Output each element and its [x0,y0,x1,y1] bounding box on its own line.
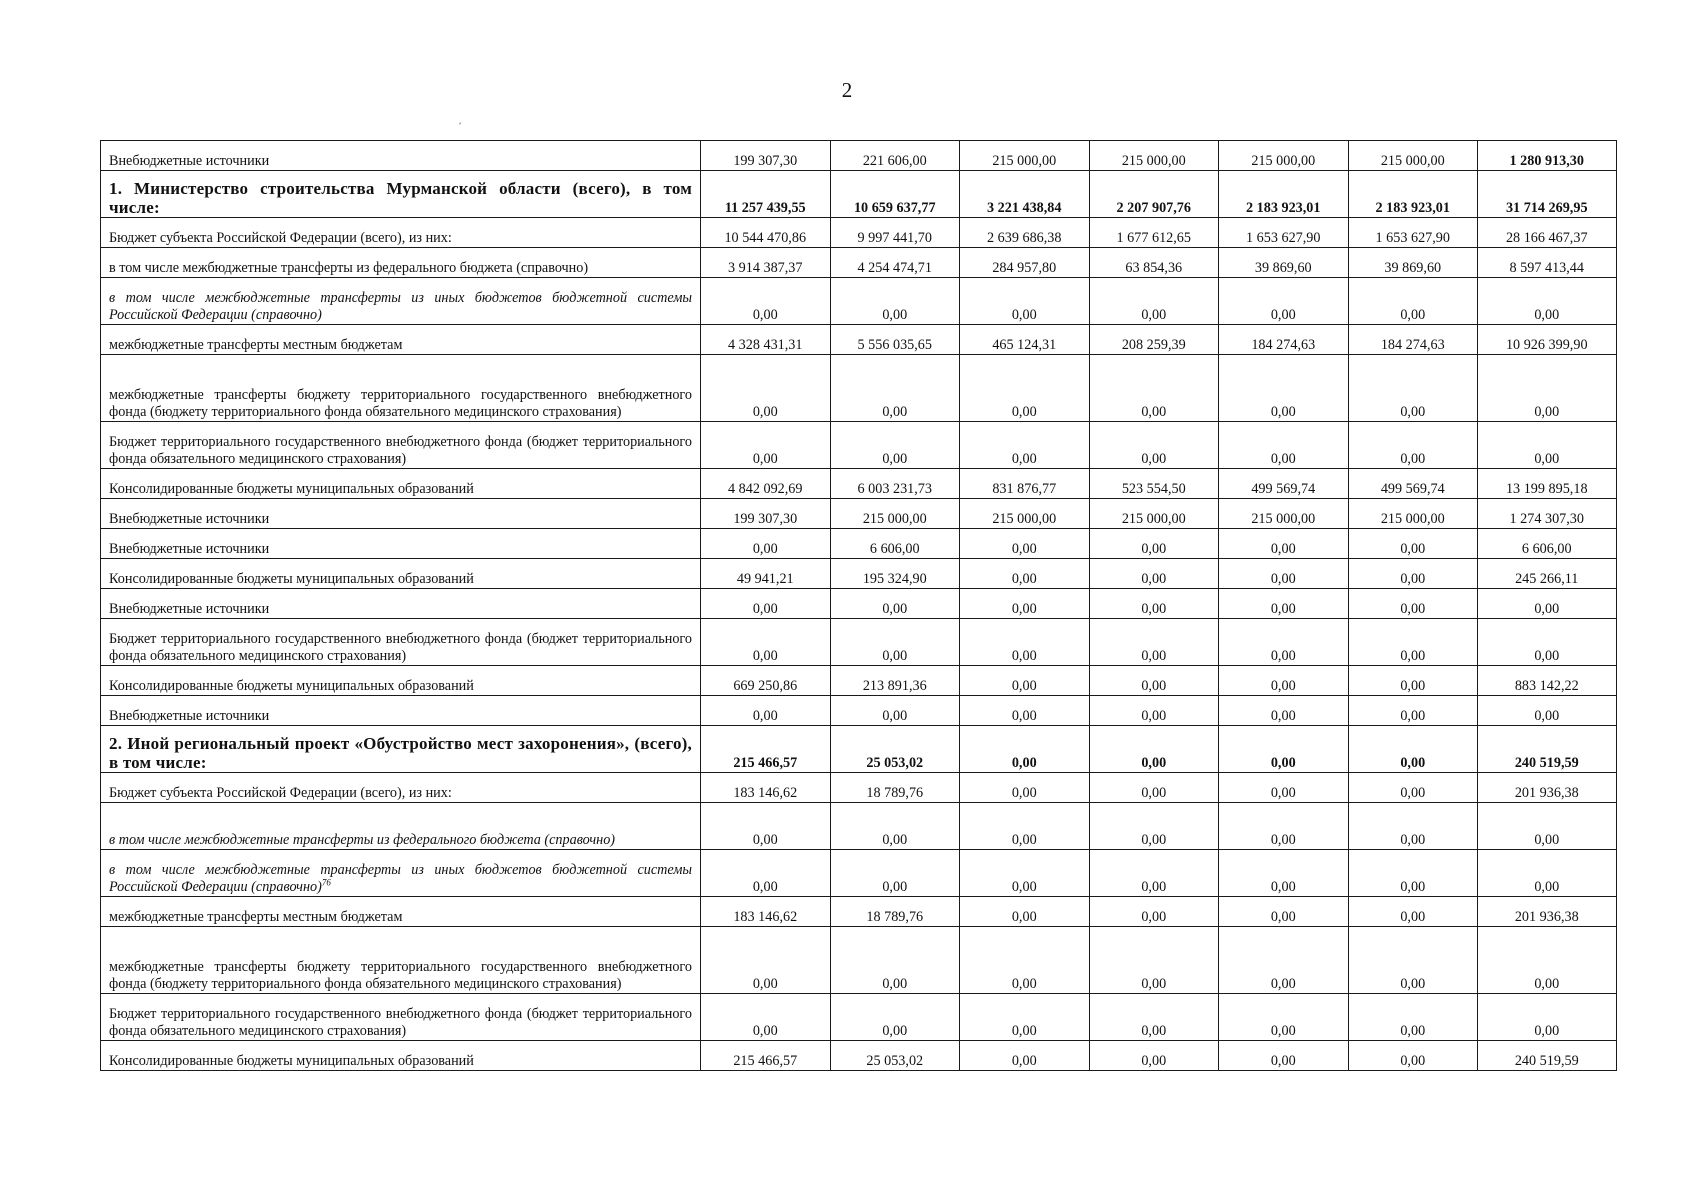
value-cell: 215 000,00 [1089,499,1219,529]
value-cell: 669 250,86 [701,666,831,696]
value-cell: 2 183 923,01 [1219,171,1349,218]
value-cell: 0,00 [701,422,831,469]
value-cell: 2 639 686,38 [960,218,1090,248]
value-cell: 831 876,77 [960,469,1090,499]
total-cell: 883 142,22 [1478,666,1617,696]
value-cell: 0,00 [701,529,831,559]
total-cell: 28 166 467,37 [1478,218,1617,248]
table-row [101,278,1617,325]
value-cell: 0,00 [830,589,960,619]
row-label: в том числе межбюджетные трансферты из иных бюджетов бюджетной системы Российской Федерации (справочно) [101,278,701,325]
row-label: в том числе межбюджетные трансферты из федерального бюджета (справочно) [101,248,701,278]
value-cell: 499 569,74 [1348,469,1478,499]
value-cell: 0,00 [1089,897,1219,927]
table-row [101,589,1617,619]
value-cell: 0,00 [701,278,831,325]
value-cell: 0,00 [960,278,1090,325]
value-cell: 1 653 627,90 [1219,218,1349,248]
value-cell: 0,00 [1219,803,1349,850]
row-label: Бюджет территориального государственного внебюджетного фонда (бюджет территориального фонда обязательного медицинского страхования) [101,994,701,1041]
value-cell: 0,00 [701,994,831,1041]
value-cell: 0,00 [960,927,1090,994]
value-cell: 0,00 [1219,696,1349,726]
value-cell: 18 789,76 [830,773,960,803]
value-cell: 0,00 [830,355,960,422]
value-cell: 0,00 [1348,422,1478,469]
value-cell: 0,00 [960,696,1090,726]
value-cell: 0,00 [960,994,1090,1041]
value-cell: 0,00 [960,589,1090,619]
table-row [101,529,1617,559]
value-cell: 0,00 [1348,666,1478,696]
value-cell: 0,00 [960,850,1090,897]
value-cell: 0,00 [1219,666,1349,696]
value-cell: 0,00 [830,803,960,850]
value-cell: 49 941,21 [701,559,831,589]
value-cell: 4 254 474,71 [830,248,960,278]
total-cell: 245 266,11 [1478,559,1617,589]
value-cell: 0,00 [1348,773,1478,803]
value-cell: 0,00 [830,619,960,666]
value-cell: 184 274,63 [1348,325,1478,355]
page-number: 2 [841,78,853,102]
row-label: Внебюджетные источники [101,499,701,529]
table-row [101,325,1617,355]
table-row [101,422,1617,469]
value-cell: 221 606,00 [830,141,960,171]
value-cell: 0,00 [1348,529,1478,559]
value-cell: 0,00 [830,696,960,726]
value-cell: 0,00 [1348,559,1478,589]
table-row [101,619,1617,666]
value-cell: 1 653 627,90 [1348,218,1478,248]
total-cell: 0,00 [1478,355,1617,422]
value-cell: 0,00 [1219,994,1349,1041]
value-cell: 0,00 [1348,696,1478,726]
total-cell: 201 936,38 [1478,897,1617,927]
value-cell: 0,00 [1348,850,1478,897]
value-cell: 284 957,80 [960,248,1090,278]
value-cell: 25 053,02 [830,726,960,773]
value-cell: 0,00 [701,927,831,994]
value-cell: 0,00 [960,559,1090,589]
value-cell: 0,00 [1089,666,1219,696]
table-row [101,897,1617,927]
value-cell: 10 659 637,77 [830,171,960,218]
value-cell: 215 000,00 [1089,141,1219,171]
value-cell: 0,00 [701,850,831,897]
value-cell: 6 606,00 [830,529,960,559]
table-row [101,803,1617,850]
table-row [101,248,1617,278]
value-cell: 0,00 [1089,589,1219,619]
value-cell: 208 259,39 [1089,325,1219,355]
value-cell: 523 554,50 [1089,469,1219,499]
total-cell: 0,00 [1478,422,1617,469]
value-cell: 0,00 [1089,619,1219,666]
value-cell: 199 307,30 [701,141,831,171]
total-cell: 0,00 [1478,927,1617,994]
value-cell: 0,00 [1348,619,1478,666]
total-cell: 8 597 413,44 [1478,248,1617,278]
value-cell: 0,00 [1219,726,1349,773]
value-cell: 0,00 [1089,529,1219,559]
value-cell: 0,00 [960,1041,1090,1071]
value-cell: 0,00 [1089,773,1219,803]
row-label: Консолидированные бюджеты муниципальных образований [101,469,701,499]
value-cell: 184 274,63 [1219,325,1349,355]
value-cell: 0,00 [1089,559,1219,589]
row-label: Бюджет территориального государственного внебюджетного фонда (бюджет территориального фонда обязательного медицинского страхования) [101,422,701,469]
value-cell: 9 997 441,70 [830,218,960,248]
value-cell: 0,00 [1219,773,1349,803]
value-cell: 18 789,76 [830,897,960,927]
table-row [101,499,1617,529]
footnote-marker: 76 [321,877,331,888]
value-cell: 0,00 [1348,897,1478,927]
value-cell: 5 556 035,65 [830,325,960,355]
row-label: Внебюджетные источники [101,589,701,619]
budget-table [100,140,1617,1071]
value-cell: 0,00 [701,619,831,666]
value-cell: 215 000,00 [1219,499,1349,529]
value-cell: 0,00 [960,726,1090,773]
row-label: Консолидированные бюджеты муниципальных образований [101,666,701,696]
value-cell: 0,00 [830,422,960,469]
total-cell: 0,00 [1478,589,1617,619]
table-row [101,666,1617,696]
value-cell: 0,00 [1219,927,1349,994]
value-cell: 0,00 [1089,355,1219,422]
value-cell: 213 891,36 [830,666,960,696]
row-label: Консолидированные бюджеты муниципальных образований [101,559,701,589]
value-cell: 0,00 [701,355,831,422]
total-cell: 0,00 [1478,696,1617,726]
total-cell: 0,00 [1478,994,1617,1041]
total-cell: 240 519,59 [1478,1041,1617,1071]
table-row [101,218,1617,248]
row-label: Внебюджетные источники [101,529,701,559]
value-cell: 1 677 612,65 [1089,218,1219,248]
table-row [101,850,1617,897]
value-cell: 0,00 [1348,278,1478,325]
value-cell: 499 569,74 [1219,469,1349,499]
value-cell: 0,00 [701,696,831,726]
value-cell: 0,00 [1348,726,1478,773]
value-cell: 63 854,36 [1089,248,1219,278]
value-cell: 0,00 [960,619,1090,666]
value-cell: 0,00 [1089,994,1219,1041]
section-title: 1. Министерство строительства Мурманской области (всего), в том числе: [101,171,701,218]
section-header-row [101,171,1617,218]
value-cell: 0,00 [701,589,831,619]
value-cell: 0,00 [1219,619,1349,666]
value-cell: 3 914 387,37 [701,248,831,278]
value-cell: 0,00 [960,529,1090,559]
table-row [101,141,1617,171]
value-cell: 0,00 [1089,850,1219,897]
value-cell: 0,00 [1348,355,1478,422]
value-cell: 0,00 [1089,696,1219,726]
value-cell: 215 000,00 [1348,499,1478,529]
value-cell: 199 307,30 [701,499,831,529]
value-cell: 4 842 092,69 [701,469,831,499]
row-label: Бюджет территориального государственного внебюджетного фонда (бюджет территориального фонда обязательного медицинского страхования) [101,619,701,666]
value-cell: 0,00 [1348,927,1478,994]
value-cell: 0,00 [1089,422,1219,469]
value-cell: 39 869,60 [1348,248,1478,278]
value-cell: 11 257 439,55 [701,171,831,218]
value-cell: 0,00 [1348,589,1478,619]
row-label: межбюджетные трансферты бюджету территориального государственного внебюджетного фонда (бюджету территориального фонда обязательного медицинского страхования) [101,927,701,994]
table-row [101,1041,1617,1071]
value-cell: 215 000,00 [960,141,1090,171]
value-cell: 0,00 [1219,1041,1349,1071]
total-cell: 13 199 895,18 [1478,469,1617,499]
value-cell: 0,00 [960,773,1090,803]
table-row [101,773,1617,803]
value-cell: 0,00 [1219,422,1349,469]
value-cell: 0,00 [1219,559,1349,589]
value-cell: 0,00 [1089,803,1219,850]
row-label: межбюджетные трансферты бюджету территориального государственного внебюджетного фонда (бюджету территориального фонда обязательного медицинского страхования) [101,355,701,422]
row-label: Бюджет субъекта Российской Федерации (всего), из них: [101,773,701,803]
value-cell: 2 183 923,01 [1348,171,1478,218]
value-cell: 183 146,62 [701,773,831,803]
value-cell: 0,00 [1219,278,1349,325]
total-cell: 1 274 307,30 [1478,499,1617,529]
value-cell: 0,00 [1219,850,1349,897]
row-label-text: в том числе межбюджетные трансферты из иных бюджетов бюджетной системы Российской Федерации (справочно) [109,862,692,895]
row-label: межбюджетные трансферты местным бюджетам [101,325,701,355]
value-cell: 0,00 [1348,994,1478,1041]
table-row [101,927,1617,994]
total-cell: 0,00 [1478,619,1617,666]
value-cell: 0,00 [960,422,1090,469]
value-cell: 2 207 907,76 [1089,171,1219,218]
value-cell: 215 000,00 [1348,141,1478,171]
value-cell: 0,00 [830,850,960,897]
value-cell: 195 324,90 [830,559,960,589]
value-cell: 0,00 [1219,897,1349,927]
value-cell: 0,00 [960,897,1090,927]
value-cell: 0,00 [960,355,1090,422]
value-cell: 0,00 [1089,1041,1219,1071]
value-cell: 25 053,02 [830,1041,960,1071]
table-row [101,696,1617,726]
total-cell: 0,00 [1478,278,1617,325]
value-cell: 215 000,00 [1219,141,1349,171]
value-cell: 0,00 [960,803,1090,850]
row-label: Внебюджетные источники [101,141,701,171]
total-cell: 1 280 913,30 [1478,141,1617,171]
value-cell: 0,00 [830,994,960,1041]
row-label [101,850,701,897]
value-cell: 0,00 [1219,355,1349,422]
table-row [101,469,1617,499]
section-header-row [101,726,1617,773]
value-cell: 0,00 [1089,927,1219,994]
row-label: Внебюджетные источники [101,696,701,726]
value-cell: 4 328 431,31 [701,325,831,355]
table-row [101,559,1617,589]
value-cell: 215 466,57 [701,726,831,773]
value-cell: 0,00 [830,927,960,994]
table-row [101,994,1617,1041]
value-cell: 0,00 [701,803,831,850]
total-cell: 0,00 [1478,850,1617,897]
value-cell: 10 544 470,86 [701,218,831,248]
total-cell: 6 606,00 [1478,529,1617,559]
value-cell: 183 146,62 [701,897,831,927]
total-cell: 240 519,59 [1478,726,1617,773]
row-label: Бюджет субъекта Российской Федерации (всего), из них: [101,218,701,248]
value-cell: 0,00 [1348,1041,1478,1071]
total-cell: 10 926 399,90 [1478,325,1617,355]
value-cell: 215 000,00 [830,499,960,529]
value-cell: 215 466,57 [701,1041,831,1071]
total-cell: 0,00 [1478,803,1617,850]
table-row [101,355,1617,422]
scan-mark: ´ [458,120,462,134]
total-cell: 201 936,38 [1478,773,1617,803]
value-cell: 3 221 438,84 [960,171,1090,218]
value-cell: 39 869,60 [1219,248,1349,278]
value-cell: 0,00 [960,666,1090,696]
value-cell: 0,00 [1089,726,1219,773]
value-cell: 6 003 231,73 [830,469,960,499]
value-cell: 0,00 [1219,529,1349,559]
row-label: межбюджетные трансферты местным бюджетам [101,897,701,927]
section-title: 2. Иной региональный проект «Обустройство мест захоронения», (всего), в том числе: [101,726,701,773]
value-cell: 215 000,00 [960,499,1090,529]
value-cell: 0,00 [1348,803,1478,850]
value-cell: 0,00 [1219,589,1349,619]
value-cell: 0,00 [830,278,960,325]
total-cell: 31 714 269,95 [1478,171,1617,218]
row-label: Консолидированные бюджеты муниципальных образований [101,1041,701,1071]
row-label: в том числе межбюджетные трансферты из федерального бюджета (справочно) [101,803,701,850]
value-cell: 465 124,31 [960,325,1090,355]
value-cell: 0,00 [1089,278,1219,325]
